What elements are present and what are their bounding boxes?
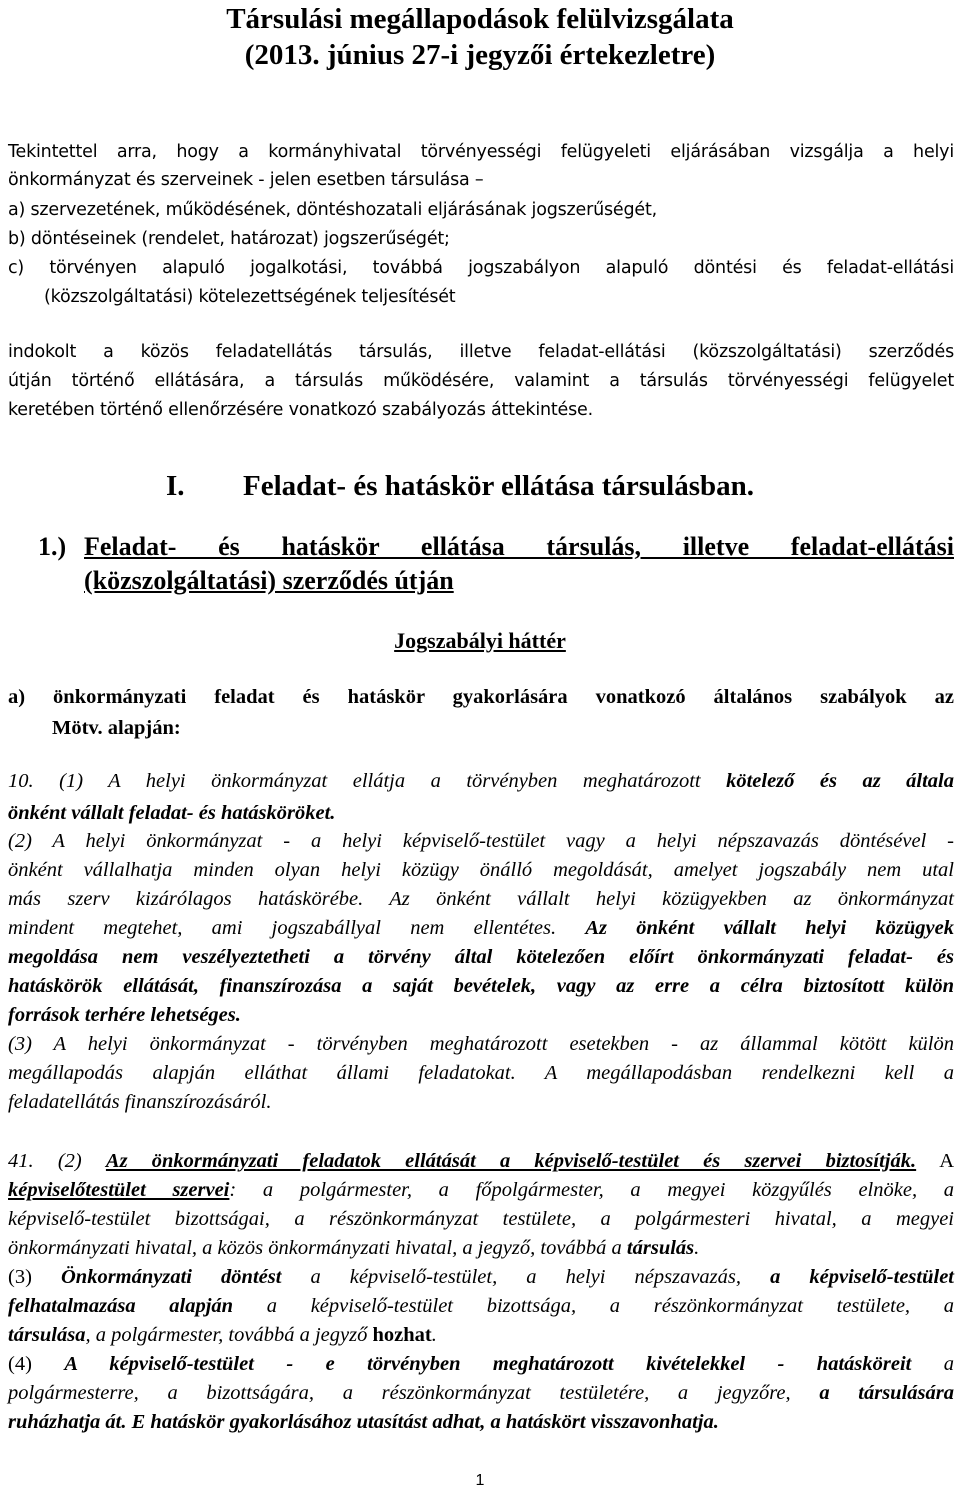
law-41-line-7-bold-1: társulása: [8, 1324, 86, 1346]
law-10-line-1-text: 10. (1) A helyi önkormányzat ellátja a törvényben meghatározott: [8, 770, 727, 792]
law-10-line-7: megoldása nem veszélyeztetheti a törvény által kötelezően előírt önkormányzati feladat- és: [8, 946, 954, 968]
law-10-line-9: források terhére lehetséges.: [8, 1004, 241, 1026]
law-41-line-4: [8, 1237, 699, 1260]
law-41-line-10: ruházhatja át. E hatáskör gyakorlásához utasítást adhat, a hatáskört visszavonhatja.: [8, 1411, 719, 1433]
law-41-line-8-bold: A képviselő-testület - e törvényben meghatározott kivételekkel - hatásköreit: [64, 1353, 912, 1375]
law-41-line-5-bold-2: a képviselő-testület: [770, 1266, 954, 1288]
law-10-line-4: önként vállalhatja minden olyan helyi közügy önálló megoldását, amelyet jogszabály nem utal: [8, 859, 954, 881]
subsection-item-a-line-1: a) önkormányzati feladat és hatáskör gyakorlására vonatkozó általános szabályok az: [8, 686, 954, 708]
law-10-line-1-bold: kötelező és az általa: [726, 770, 954, 792]
law-41-line-2-text: : a polgármester, a főpolgármester, a megyei közgyűlés elnöke, a: [229, 1179, 955, 1201]
law-41-line-4-tail: .: [694, 1237, 700, 1259]
law-41-line-7-bold-2: hozhat: [372, 1324, 432, 1346]
law-10-line-12: feladatellátás finanszírozásáról.: [8, 1091, 272, 1113]
law-41-line-6: [8, 1295, 954, 1318]
law-41-line-2: [8, 1179, 954, 1202]
legal-background-heading: Jogszabályi háttér: [394, 628, 566, 653]
law-41-line-5-text: a képviselő-testület, a helyi népszavazás,: [281, 1266, 771, 1288]
law-41-line-1-text: 41. (2): [8, 1150, 106, 1172]
law-41-line-4-text: önkormányzati hivatal, a közös önkormányzati hivatal, a jegyző, továbbá a: [8, 1237, 627, 1259]
law-41-line-1-bold: Az önkormányzati feladatok ellátását a képviselő-testület és szervei biztosítják.: [105, 1150, 917, 1172]
page-number: 1: [475, 1472, 485, 1489]
law-41-line-9: [8, 1382, 954, 1405]
law-41-line-1-tail: A: [916, 1150, 955, 1172]
law-10-line-11: megállapodás alapján elláthat állami feladatokat. A megállapodásban rendelkezni kell a: [8, 1062, 954, 1084]
law-10-line-6: [8, 917, 954, 940]
subsection-item-a-line-2: Mötv. alapján:: [52, 717, 181, 739]
law-41-line-5-bold-1: Önkormányzati döntést: [60, 1266, 282, 1288]
intro-paragraph-line-2: útján történő ellátására, a társulás működésére, valamint a társulás törvényességi felügyelet: [8, 371, 954, 391]
document-title-line-1: Társulási megállapodások felülvizsgálata: [226, 3, 734, 35]
law-10-line-6-bold: Az önként vállalt helyi közügyek: [585, 917, 954, 939]
law-41-line-9-text: polgármesterre, a bizottságára, a részönkormányzat testületére, a jegyzőre,: [8, 1382, 820, 1404]
subsection-number: 1.): [38, 532, 67, 561]
subsection-title-line-1: Feladat- és hatáskör ellátása társulás, illetve feladat-ellátási: [84, 532, 954, 561]
section-number: I.: [166, 470, 185, 502]
intro-paragraph-line-1: indokolt a közös feladatellátás társulás, illetve feladat-ellátási (közszolgáltatási) szerződés: [8, 342, 954, 362]
document-title-line-2: (2013. június 27-i jegyzői értekezletre): [244, 39, 716, 71]
intro-item-c-line-1: c) törvényen alapuló jogalkotási, továbbá jogszabályon alapuló döntési és feladat-ellátási: [8, 258, 954, 278]
law-41-line-8-tail: a: [911, 1353, 955, 1375]
law-10-line-2: önként vállalt feladat- és hatásköröket.: [8, 802, 336, 824]
intro-item-c-line-2: (közszolgáltatási) kötelezettségének teljesítését: [44, 287, 456, 307]
intro-lead-line-1: Tekintettel arra, hogy a kormányhivatal törvényességi felügyeleti eljárásában vizsgálja a helyi: [8, 142, 954, 162]
section-title: Feladat- és hatáskör ellátása társulásban.: [243, 470, 755, 502]
intro-paragraph-line-3: keretében történő ellenőrzésére vonatkozó szabályozás áttekintése.: [8, 400, 593, 420]
law-41-line-7-tail: .: [431, 1324, 437, 1346]
law-10-line-1: [8, 770, 954, 793]
law-10-line-3: (2) A helyi önkormányzat - a helyi képviselő-testület vagy a helyi népszavazás döntésével -: [8, 830, 954, 852]
intro-item-a: a) szervezetének, működésének, döntéshozatali eljárásának jogszerűségét,: [8, 200, 657, 220]
law-41-line-6-text: a képviselő-testület bizottsága, a részönkormányzat testülete, a: [233, 1295, 954, 1317]
law-41-line-8: [8, 1353, 954, 1376]
law-41-line-7: [8, 1324, 437, 1347]
law-10-line-8: hatáskörök ellátását, finanszírozása a saját bevételek, vagy az erre a célra biztosított külön: [8, 975, 954, 997]
intro-lead-line-2: önkormányzat és szerveinek - jelen esetben társulása –: [8, 170, 484, 190]
law-41-line-9-bold: a társulására: [819, 1382, 954, 1404]
law-41-line-3: képviselő-testület bizottságai, a részönkormányzat testülete, a polgármesteri hivatal, a megyei: [8, 1208, 954, 1230]
law-41-line-6-bold: felhatalmazása alapján: [8, 1295, 234, 1317]
intro-item-b: b) döntéseinek (rendelet, határozat) jogszerűségét;: [8, 229, 450, 249]
law-10-line-5: más szerv kizárólagos hatáskörébe. Az önként vállalt helyi közügyekben az önkormányzat: [8, 888, 954, 910]
law-41-line-7-text: , a polgármester, továbbá a jegyző: [85, 1324, 373, 1346]
law-41-line-2-bold: képviselőtestület szervei: [8, 1179, 230, 1201]
law-41-line-4-bold: társulás: [626, 1237, 695, 1259]
law-41-line-5-num: (3): [8, 1266, 61, 1288]
law-10-line-6-text: mindent megtehet, ami jogszabállyal nem ellentétes.: [8, 917, 586, 939]
law-41-line-1: [8, 1150, 954, 1173]
subsection-title-line-2: (közszolgáltatási) szerződés útján: [84, 566, 454, 595]
legal-background-heading-wrap: [0, 628, 960, 654]
law-10-line-10: (3) A helyi önkormányzat - törvényben meghatározott esetekben - az állammal kötött külön: [8, 1033, 954, 1055]
law-41-line-8-num: (4): [8, 1353, 65, 1375]
section-heading: [166, 470, 754, 503]
law-41-line-5: [8, 1266, 954, 1289]
